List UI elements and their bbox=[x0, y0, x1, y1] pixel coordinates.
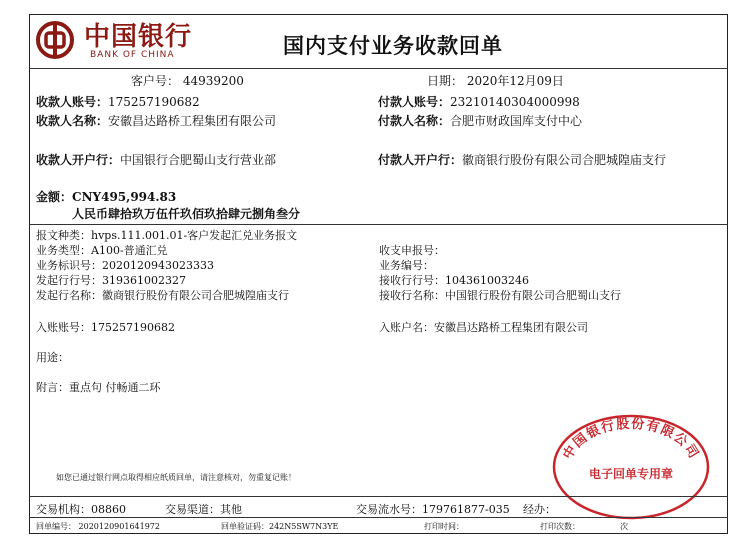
remark: 附言：重点句 付畅通二环 bbox=[36, 381, 161, 394]
print-count: 打印次数： bbox=[540, 522, 580, 531]
payer-name: 合肥市财政国库支付中心 bbox=[450, 114, 583, 128]
verify-code: 回单验证码：242N5SW7N3YE bbox=[221, 522, 339, 531]
detail-receiver-bank-code: 接收行行号：104361003246 bbox=[379, 274, 529, 287]
amount-label: 金额： bbox=[36, 190, 73, 204]
payee-bank-row bbox=[36, 149, 276, 168]
details-right bbox=[379, 243, 621, 303]
payer-name-label: 付款人名称： bbox=[378, 114, 451, 128]
payee-account-row bbox=[36, 91, 200, 110]
payee-account-label: 收款人账号： bbox=[36, 95, 109, 109]
trade-org: 交易机构：08860 bbox=[36, 503, 126, 516]
footer-divider-top bbox=[29, 496, 728, 497]
payee-name-row bbox=[36, 110, 276, 129]
detail-receiver-bank-name: 接收行名称：中国银行股份有限公司合肥蜀山支行 bbox=[379, 289, 621, 302]
payer-bank: 徽商银行股份有限公司合肥城隍庙支行 bbox=[462, 153, 667, 167]
detail-business-id: 业务标识号：2020120943023333 bbox=[36, 259, 214, 272]
inbound-account-name: 入账户名：安徽昌达路桥工程集团有限公司 bbox=[379, 321, 588, 334]
official-seal bbox=[550, 412, 712, 526]
payer-account: 23210140304000998 bbox=[450, 95, 580, 109]
page-title: 国内支付业务收款回单 bbox=[283, 33, 503, 58]
detail-sender-bank-name: 发起行名称：徽商银行股份有限公司合肥城隍庙支行 bbox=[36, 289, 289, 302]
detail-sender-bank-code: 发起行行号：319361002327 bbox=[36, 274, 186, 287]
payer-name-row bbox=[378, 110, 582, 129]
duplicate-notice: 如您已通过银行网点取得相应纸质回单，请注意核对，勿重复记账！ bbox=[56, 473, 296, 482]
red-seal-stamp-icon bbox=[550, 412, 712, 522]
detail-declaration-no: 收支申报号： bbox=[379, 244, 445, 257]
payee-bank: 中国银行合肥蜀山支行营业部 bbox=[120, 153, 277, 167]
amount-value: CNY495,994.83 bbox=[72, 190, 177, 204]
payer-bank-label: 付款人开户行： bbox=[378, 153, 463, 167]
payee-name-label: 收款人名称： bbox=[36, 114, 109, 128]
seal-ring-text: 中国银行股份有限公司 bbox=[560, 416, 702, 463]
header-divider bbox=[29, 68, 728, 69]
bank-name-zh: 中国银行 bbox=[84, 22, 193, 52]
trade-channel: 交易渠道：其他 bbox=[165, 503, 242, 516]
bank-logo bbox=[35, 20, 75, 64]
svg-text:中国银行股份有限公司 bbox=[560, 416, 703, 462]
footer-divider-bottom bbox=[29, 517, 728, 518]
detail-message-type: 报文种类：hvps.111.001.01-客户发起汇兑业务报文 bbox=[36, 229, 298, 242]
detail-business-type: 业务类型：A100-普通汇兑 bbox=[36, 244, 168, 257]
purpose: 用途： bbox=[36, 351, 69, 364]
details-left bbox=[36, 228, 297, 303]
handler: 经办： bbox=[523, 503, 556, 516]
amount-divider bbox=[29, 224, 728, 225]
payer-account-label: 付款人账号： bbox=[378, 95, 451, 109]
print-count-unit: 次 bbox=[620, 522, 628, 531]
inbound-account: 入账账号：175257190682 bbox=[36, 321, 175, 334]
bank-of-china-logo-icon bbox=[35, 20, 75, 60]
payer-bank-row bbox=[378, 149, 666, 168]
trade-serial: 交易流水号：179761877-035 bbox=[356, 503, 510, 516]
bank-name-en: BANK OF CHINA bbox=[90, 50, 175, 60]
payee-account: 175257190682 bbox=[108, 95, 200, 109]
seal-center-text: 电子回单专用章 bbox=[588, 467, 674, 481]
payer-account-row bbox=[378, 91, 580, 110]
receipt-number: 回单编号： 2020120901641972 bbox=[36, 522, 160, 531]
amount-row bbox=[36, 186, 176, 205]
payee-name: 安徽昌达路桥工程集团有限公司 bbox=[108, 114, 277, 128]
amount-in-words: 人民币肆拾玖万伍仟玖佰玖拾肆元捌角叁分 bbox=[72, 207, 301, 221]
print-time: 打印时间： bbox=[424, 522, 464, 531]
detail-business-no: 业务编号： bbox=[379, 259, 434, 272]
customer-number: 客户号： 44939200 bbox=[131, 74, 244, 88]
payee-bank-label: 收款人开户行： bbox=[36, 153, 121, 167]
receipt-date: 日期： 2020年12月09日 bbox=[427, 74, 564, 88]
